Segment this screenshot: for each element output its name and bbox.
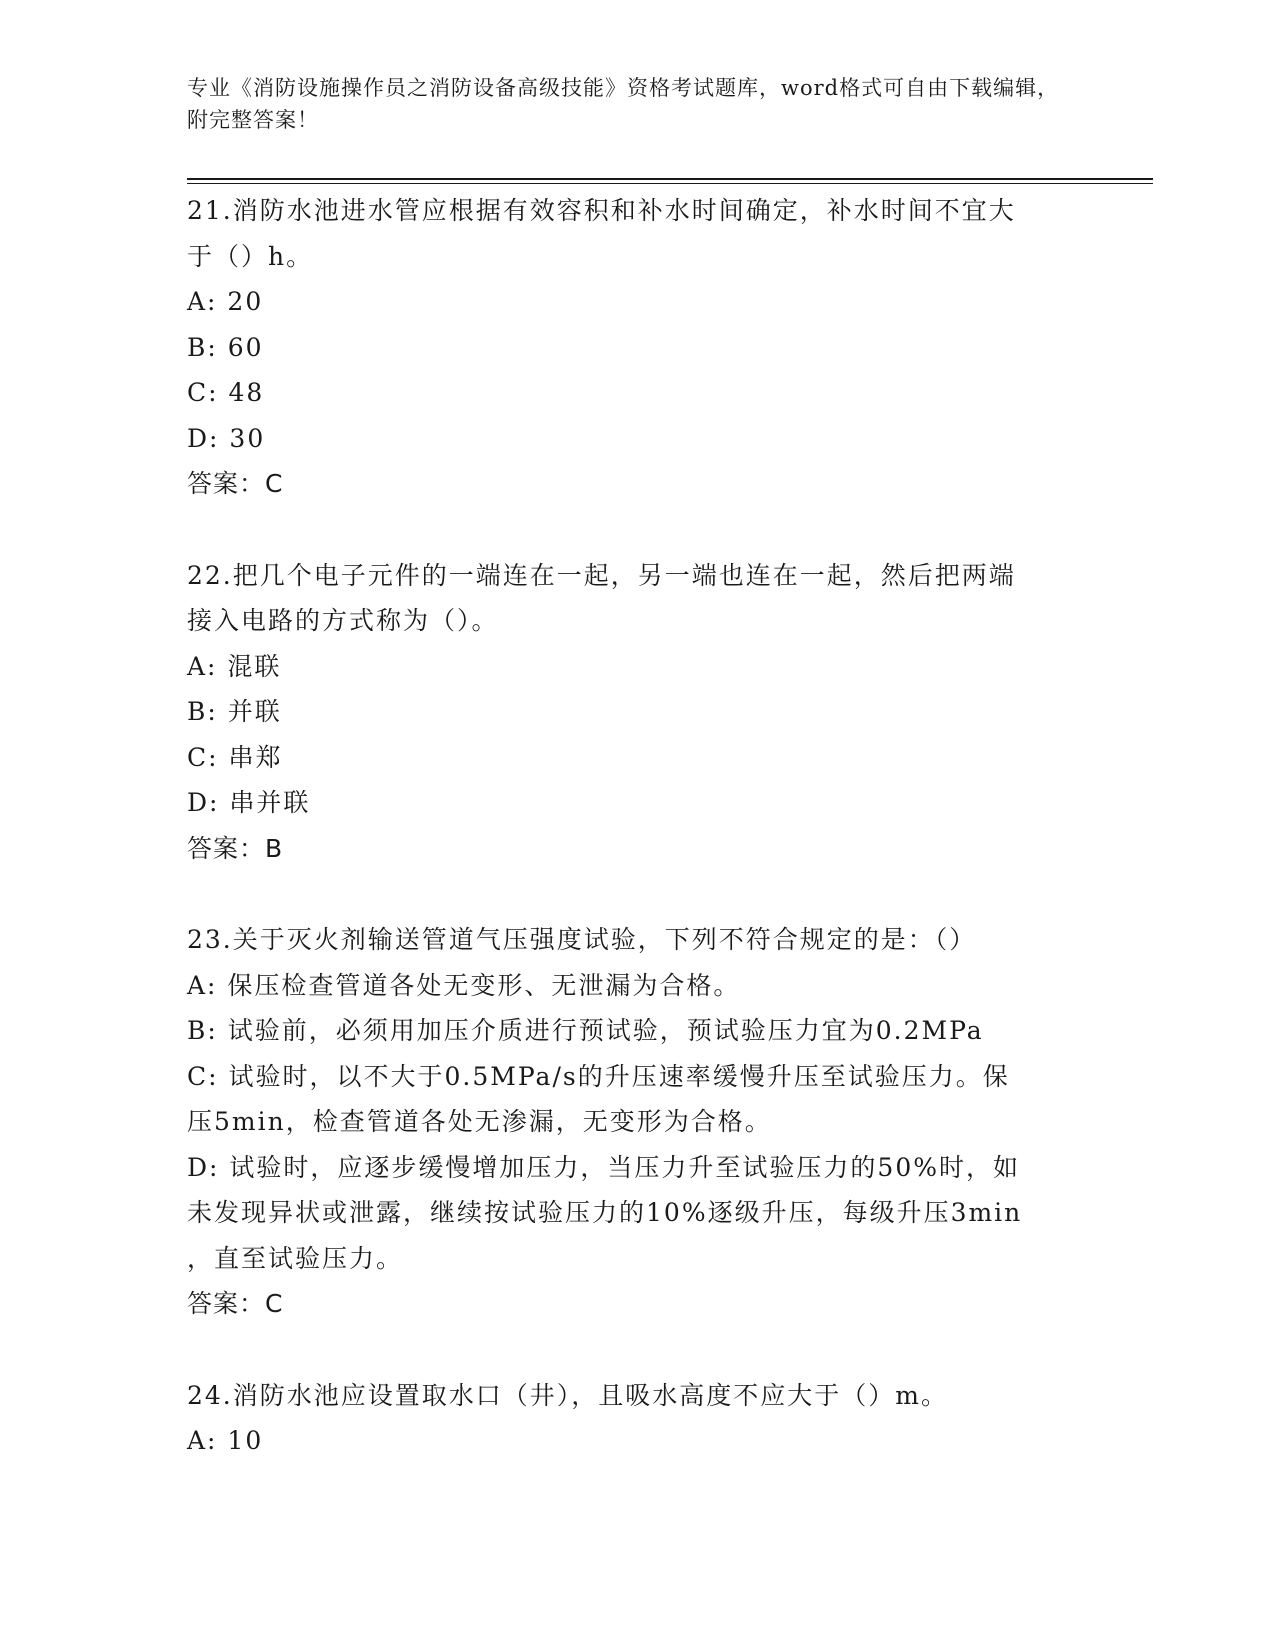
- question-stem-line: 于（）h。: [187, 241, 314, 271]
- question-stem-line: 22.把几个电子元件的一端连在一起，另一端也连在一起，然后把两端: [187, 560, 1016, 590]
- question-23: [187, 917, 1087, 1327]
- option-b: B: 并联: [187, 697, 282, 726]
- header-divider-thick: [187, 178, 1153, 180]
- option-a: A: 保压检查管道各处无变形、无泄漏为合格。: [187, 970, 741, 1000]
- header-divider-thin: [187, 183, 1153, 184]
- option-d: D: 30: [187, 423, 266, 453]
- question-stem-line: 接入电路的方式称为（）。: [187, 606, 499, 635]
- option-a: A: 混联: [187, 651, 282, 681]
- option-d: D: 试验时，应逐步缓慢增加压力，当压力升至试验压力的50%时，如: [187, 1152, 1020, 1182]
- answer-line: 答案：B: [187, 833, 284, 863]
- option-d-continued: 未发现异状或泄露，继续按试验压力的10%逐级升压，每级升压3min: [187, 1198, 1023, 1227]
- question-24: [187, 1373, 1087, 1464]
- question-stem-line: 21.消防水池进水管应根据有效容积和补水时间确定，补水时间不宜大: [187, 196, 1016, 225]
- option-c: C: 48: [187, 378, 265, 407]
- answer-line: 答案：C: [187, 1289, 284, 1318]
- option-b: B: 60: [187, 332, 264, 362]
- question-22: [187, 553, 1087, 872]
- option-b: B: 试验前，必须用加压介质进行预试验，预试验压力宜为0.2MPa: [187, 1016, 984, 1045]
- option-a: A: 10: [187, 1426, 264, 1455]
- option-a: A: 20: [187, 287, 264, 316]
- question-21: [187, 188, 1087, 507]
- option-c-continued: 压5min，检查管道各处无渗漏，无变形为合格。: [187, 1107, 772, 1136]
- option-c: C: 串郑: [187, 742, 283, 772]
- question-stem-line: 23.关于灭火剂输送管道气压强度试验，下列不符合规定的是：（）: [187, 925, 977, 954]
- question-stem-line: 24.消防水池应设置取水口（井），且吸水高度不应大于（）m。: [187, 1380, 948, 1410]
- option-c: C: 试验时，以不大于0.5MPa/s的升压速率缓慢升压至试验压力。保: [187, 1061, 1010, 1091]
- document-header: 专业《消防设施操作员之消防设备高级技能》资格考试题库，word格式可自由下载编辑，附完整答案！: [187, 76, 1060, 132]
- answer-line: 答案：C: [187, 469, 284, 498]
- option-d: D: 串并联: [187, 788, 311, 817]
- question-list: [187, 188, 1087, 1510]
- option-d-continued: ，直至试验压力。: [187, 1243, 404, 1273]
